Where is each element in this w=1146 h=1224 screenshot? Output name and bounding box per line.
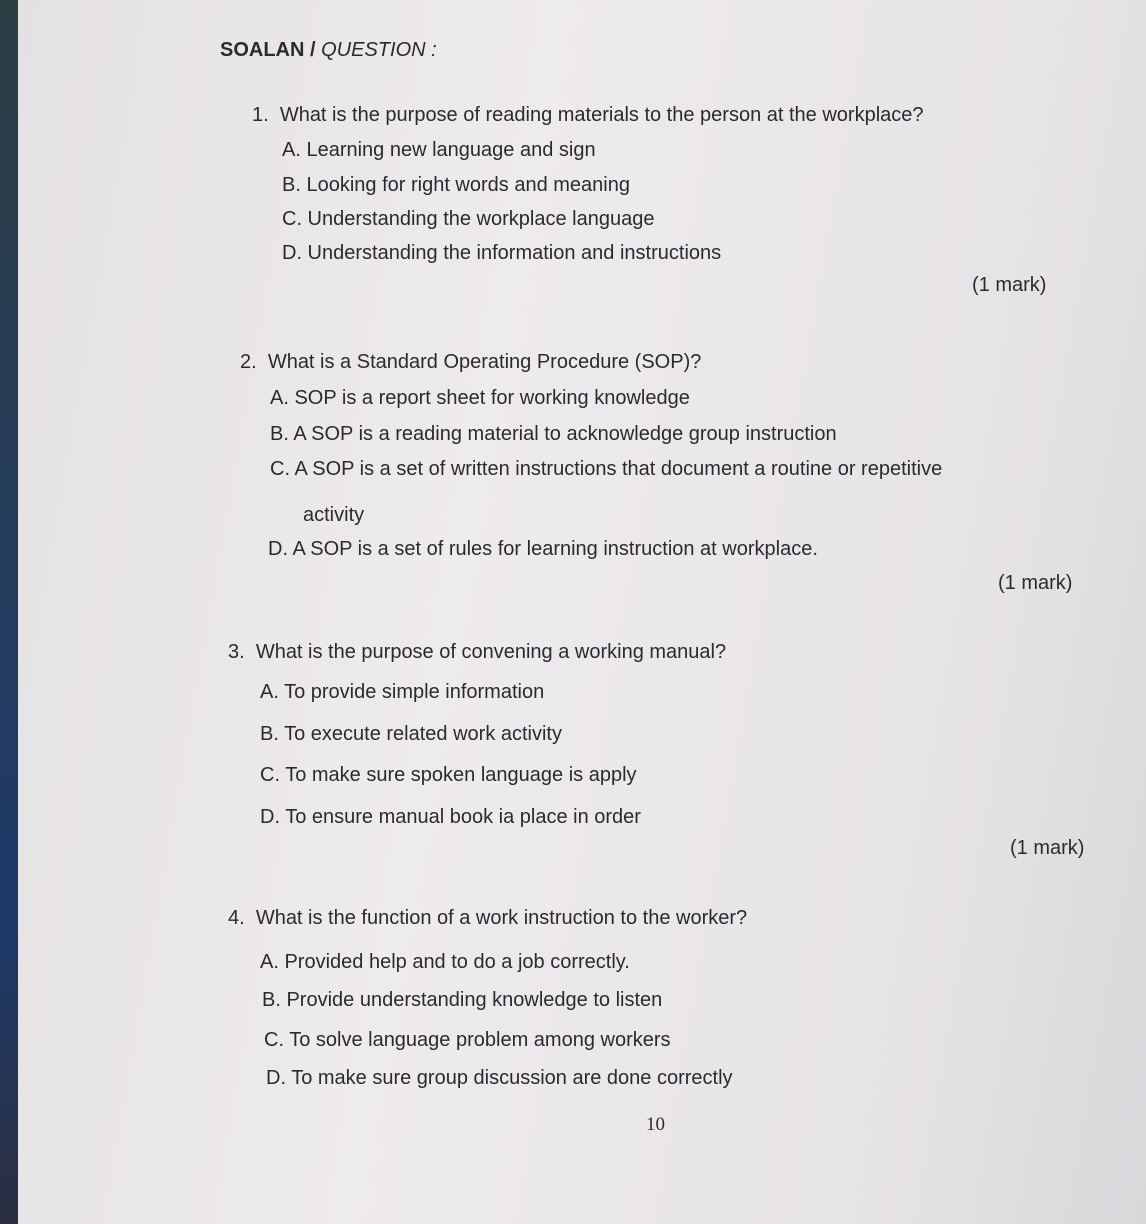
question-number: 3. — [228, 641, 245, 663]
question-text: What is a Standard Operating Procedure (SOP)? — [267, 351, 702, 373]
q4-option-a: A. Provided help and to do a job correctly. — [260, 951, 630, 973]
question-text: What is the purpose of reading materials to the person at the workplace? — [279, 104, 924, 126]
q1-option-d: D. Understanding the information and instructions — [282, 242, 722, 264]
question-4 — [228, 906, 747, 930]
q3-option-c: C. To make sure spoken language is apply — [260, 764, 637, 786]
q2-option-c-continuation: activity — [303, 504, 365, 526]
q1-option-c: C. Understanding the workplace language — [282, 208, 655, 230]
page-header — [220, 38, 437, 62]
question-number: 1. — [252, 104, 269, 126]
q2-mark: (1 mark) — [998, 572, 1073, 594]
question-number: 4. — [228, 907, 245, 929]
header-malay: SOALAN / — [220, 39, 316, 61]
q3-mark: (1 mark) — [1010, 837, 1085, 859]
question-1 — [252, 103, 924, 127]
question-3 — [228, 640, 726, 664]
q3-option-a: A. To provide simple information — [260, 681, 545, 703]
question-number: 2. — [240, 351, 257, 373]
page-number: 10 — [646, 1114, 665, 1135]
question-text: What is the purpose of convening a working manual? — [255, 641, 727, 663]
q2-option-c: C. A SOP is a set of written instructions that document a routine or repetitive — [270, 458, 943, 480]
q2-option-d: D. A SOP is a set of rules for learning instruction at workplace. — [268, 538, 818, 560]
question-2 — [240, 350, 701, 374]
q4-option-b: B. Provide understanding knowledge to listen — [262, 989, 663, 1011]
q3-option-d: D. To ensure manual book ia place in order — [260, 806, 641, 828]
q3-option-b: B. To execute related work activity — [260, 723, 562, 745]
q2-option-a: A. SOP is a report sheet for working knowledge — [270, 387, 690, 409]
q1-option-a: A. Learning new language and sign — [282, 139, 596, 161]
q2-option-b: B. A SOP is a reading material to acknowledge group instruction — [270, 423, 837, 445]
q1-mark: (1 mark) — [972, 274, 1047, 296]
question-text: What is the function of a work instruction to the worker? — [255, 907, 748, 929]
header-english: QUESTION : — [321, 39, 437, 61]
q4-option-c: C. To solve language problem among workers — [264, 1029, 671, 1051]
q4-option-d: D. To make sure group discussion are done correctly — [266, 1067, 733, 1089]
q1-option-b: B. Looking for right words and meaning — [282, 174, 630, 196]
